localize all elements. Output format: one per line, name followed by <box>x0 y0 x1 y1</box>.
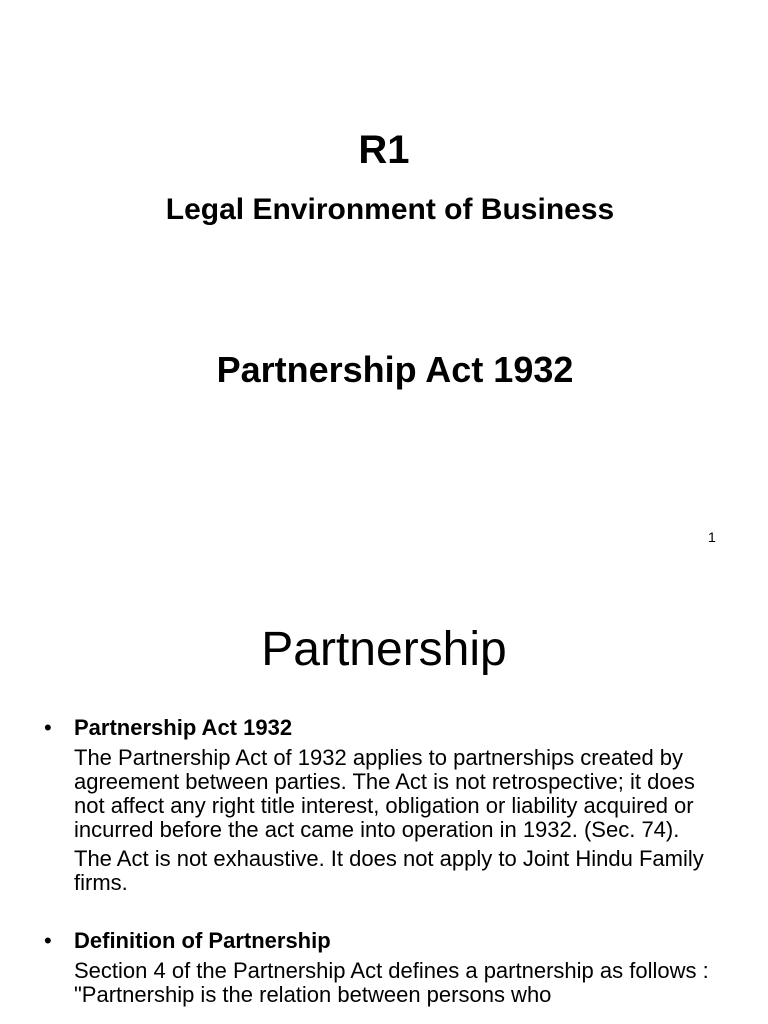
bullet-item-partnership-act <box>0 716 768 895</box>
course-code: R1 <box>358 128 410 172</box>
bullet-heading: Partnership Act 1932 <box>74 715 293 740</box>
slide-number: 1 <box>708 529 716 545</box>
bullet-paragraph: The Partnership Act of 1932 applies to partnerships created by agreement between parties. The Act is not retrospective; it does not affect any right title interest, obligation or liability acquired or incurred before the act came into operation in 1932. (Sec. 74). <box>74 745 695 842</box>
slide-heading: Partnership <box>261 623 507 676</box>
bullet-marker: • <box>44 715 52 740</box>
content-slide <box>0 576 768 1024</box>
bullet-paragraph: Section 4 of the Partnership Act defines a partnership as follows : "Partnership is the relation between persons who <box>74 958 709 1007</box>
bullet-paragraph: The Act is not exhaustive. It does not apply to Joint Hindu Family firms. <box>74 846 704 895</box>
bullet-marker: • <box>44 928 52 953</box>
bullet-list <box>0 716 768 1012</box>
course-subtitle: Legal Environment of Business <box>165 193 615 226</box>
bullet-heading: Definition of Partnership <box>74 928 331 953</box>
bullet-item-definition <box>0 929 768 1007</box>
slide-title: Partnership Act 1932 <box>216 349 574 390</box>
